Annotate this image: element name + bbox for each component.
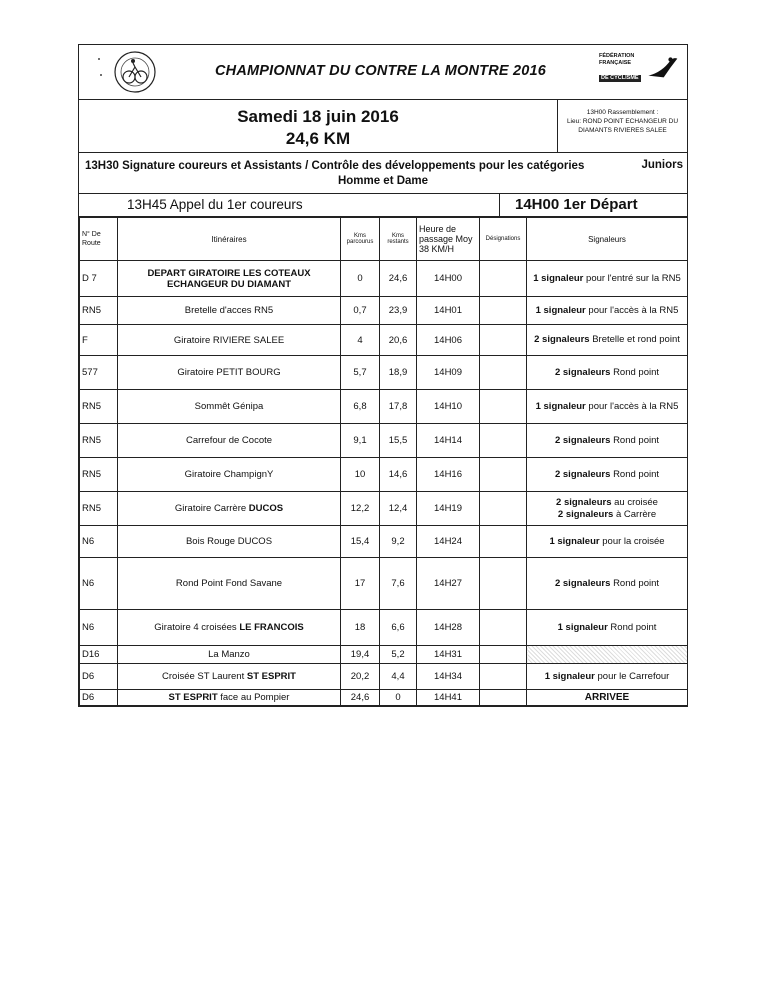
kms-parcourus-cell: 0,7 xyxy=(341,297,380,325)
table-row xyxy=(80,526,688,558)
signaleurs-count: 2 signaleurs xyxy=(554,366,611,378)
itinerary-cell: Carrefour de Cocote xyxy=(118,424,341,458)
signaleurs-detail: pour l'accès à la RN5 xyxy=(588,304,679,316)
table-row xyxy=(80,261,688,297)
signaleurs-detail: au croisée xyxy=(614,496,658,508)
signaleurs-count: 1 signaleur xyxy=(535,400,586,412)
itinerary-cell: La Manzo xyxy=(118,646,341,664)
signaleurs-cell xyxy=(527,492,688,526)
route-cell: D6 xyxy=(80,690,118,706)
signaleurs-cell xyxy=(527,458,688,492)
heure-cell: 14H00 xyxy=(417,261,480,297)
kms-restants-cell: 17,8 xyxy=(380,390,417,424)
kms-parcourus-cell: 12,2 xyxy=(341,492,380,526)
route-cell: N6 xyxy=(80,526,118,558)
signaleurs-detail: Rond point xyxy=(613,577,660,589)
signaleurs-detail: pour l'accès à la RN5 xyxy=(588,400,679,412)
table-row xyxy=(80,424,688,458)
heure-cell: 14H27 xyxy=(417,558,480,610)
itinerary-cell: Bois Rouge DUCOS xyxy=(118,526,341,558)
designation-cell xyxy=(480,610,527,646)
signature-subtext: Homme et Dame xyxy=(337,175,429,187)
col-kms-restants: Kms restants xyxy=(380,218,417,261)
designation-cell xyxy=(480,297,527,325)
rassemblement-place: Lieu: ROND POINT ECHANGEUR DU xyxy=(566,118,679,125)
kms-restants-cell: 20,6 xyxy=(380,325,417,356)
cyclist-swoosh-icon xyxy=(645,53,679,83)
heure-cell: 14H06 xyxy=(417,325,480,356)
rassemblement-info xyxy=(557,100,687,152)
event-distance: 24,6 KM xyxy=(285,129,351,148)
signaleurs-count: 1 signaleur xyxy=(533,272,584,284)
signaleurs-count: 2 signaleurs xyxy=(554,468,611,480)
kms-parcourus-cell: 0 xyxy=(341,261,380,297)
kms-restants-cell: 0 xyxy=(380,690,417,706)
kms-parcourus-cell: 5,7 xyxy=(341,356,380,390)
heure-cell: 14H24 xyxy=(417,526,480,558)
kms-parcourus-cell: 24,6 xyxy=(341,690,380,706)
route-cell: D6 xyxy=(80,664,118,690)
designation-cell xyxy=(480,424,527,458)
designation-cell xyxy=(480,690,527,706)
signature-section xyxy=(79,153,687,194)
itinerary-cell: Sommêt Génipa xyxy=(118,390,341,424)
signaleurs-cell xyxy=(527,261,688,297)
route-cell: RN5 xyxy=(80,390,118,424)
table-row xyxy=(80,558,688,610)
federation-logo-line: FRANÇAISE xyxy=(599,59,632,66)
kms-restants-cell: 12,4 xyxy=(380,492,417,526)
itinerary-cell: Giratoire PETIT BOURG xyxy=(118,356,341,390)
col-itineraires: Itinéraires xyxy=(118,218,341,261)
signaleurs-count: 2 signaleurs xyxy=(557,508,614,520)
itinerary-cell: Giratoire 4 croisées LE FRANCOIS xyxy=(118,610,341,646)
designation-cell xyxy=(480,261,527,297)
heure-cell: 14H31 xyxy=(417,646,480,664)
itinerary-cell: DEPART GIRATOIRE LES COTEAUX ECHANGEUR DU DIAMANT xyxy=(118,261,341,297)
document-sheet xyxy=(78,44,688,707)
signaleurs-count: 2 signaleurs xyxy=(556,496,612,508)
route-cell: F xyxy=(80,325,118,356)
signaleurs-cell xyxy=(527,526,688,558)
signaleurs-cell xyxy=(527,297,688,325)
table-row xyxy=(80,646,688,664)
start-section xyxy=(79,194,687,217)
heure-cell: 14H09 xyxy=(417,356,480,390)
category-juniors: Juniors xyxy=(641,159,683,171)
route-cell: D16 xyxy=(80,646,118,664)
route-cell: D 7 xyxy=(80,261,118,297)
kms-restants-cell: 15,5 xyxy=(380,424,417,458)
table-row xyxy=(80,610,688,646)
page-title: CHAMPIONNAT DU CONTRE LA MONTRE 2016 xyxy=(215,63,547,79)
signaleurs-count: 2 signaleurs xyxy=(554,577,611,589)
heure-cell: 14H10 xyxy=(417,390,480,424)
signaleurs-cell xyxy=(527,610,688,646)
federation-logo-line: FÉDÉRATION xyxy=(599,53,635,59)
table-row xyxy=(80,690,688,706)
itinerary-cell: Croisée ST Laurent ST ESPRIT xyxy=(118,664,341,690)
signaleurs-detail: à Carrère xyxy=(615,508,657,520)
signaleurs-cell xyxy=(527,390,688,424)
route-cell: RN5 xyxy=(80,458,118,492)
signaleurs-cell xyxy=(527,558,688,610)
col-route: N° De Route xyxy=(80,218,118,261)
designation-cell xyxy=(480,526,527,558)
designation-cell xyxy=(480,664,527,690)
kms-parcourus-cell: 19,4 xyxy=(341,646,380,664)
divider xyxy=(499,194,500,216)
signaleurs-cell xyxy=(527,646,688,664)
kms-parcourus-cell: 9,1 xyxy=(341,424,380,458)
designation-cell xyxy=(480,356,527,390)
kms-parcourus-cell: 20,2 xyxy=(341,664,380,690)
heure-cell: 14H41 xyxy=(417,690,480,706)
signaleurs-cell xyxy=(527,356,688,390)
route-cell: N6 xyxy=(80,610,118,646)
premier-depart: 14H00 1er Départ xyxy=(515,196,638,213)
route-cell: RN5 xyxy=(80,297,118,325)
kms-restants-cell: 7,6 xyxy=(380,558,417,610)
table-row xyxy=(80,356,688,390)
kms-parcourus-cell: 10 xyxy=(341,458,380,492)
col-signaleurs: Signaleurs xyxy=(527,218,688,261)
event-date: Samedi 18 juin 2016 xyxy=(237,107,399,126)
signaleurs-cell xyxy=(527,325,688,356)
itinerary-cell: Giratoire RIVIERE SALEE xyxy=(118,325,341,356)
kms-restants-cell: 6,6 xyxy=(380,610,417,646)
kms-restants-cell: 5,2 xyxy=(380,646,417,664)
appel-coureurs: 13H45 Appel du 1er coureurs xyxy=(127,197,303,212)
event-date-box xyxy=(79,100,557,152)
table-header-row xyxy=(80,218,688,261)
heure-cell: 14H01 xyxy=(417,297,480,325)
signaleurs-count: 1 signaleur xyxy=(535,304,586,316)
signaleurs-detail: pour l'entré sur la RN5 xyxy=(586,272,681,284)
heure-cell: 14H34 xyxy=(417,664,480,690)
designation-cell xyxy=(480,390,527,424)
rassemblement-place-cont: DIAMANTS RIVIERES SALEE xyxy=(578,127,667,134)
club-logo-icon xyxy=(87,49,167,95)
signaleurs-detail: pour la croisée xyxy=(602,535,665,547)
federation-logo-line: DE CYCLISME xyxy=(601,75,639,81)
heure-cell: 14H16 xyxy=(417,458,480,492)
kms-restants-cell: 4,4 xyxy=(380,664,417,690)
route-cell: N6 xyxy=(80,558,118,610)
table-row xyxy=(80,492,688,526)
heure-cell: 14H28 xyxy=(417,610,480,646)
itinerary-cell: ST ESPRIT face au Pompier xyxy=(118,690,341,706)
arrivee-cell: ARRIVEE xyxy=(527,690,688,706)
signaleurs-count: 2 signaleurs xyxy=(534,334,590,345)
route-cell: 577 xyxy=(80,356,118,390)
signaleurs-detail: Rond point xyxy=(610,621,657,633)
date-section xyxy=(79,100,687,153)
kms-parcourus-cell: 15,4 xyxy=(341,526,380,558)
signaleurs-cell xyxy=(527,664,688,690)
col-kms-parcourus: Kms parcourus xyxy=(341,218,380,261)
signaleurs-detail: Rond point xyxy=(613,468,660,480)
kms-restants-cell: 18,9 xyxy=(380,356,417,390)
table-row xyxy=(80,458,688,492)
route-cell: RN5 xyxy=(80,424,118,458)
designation-cell xyxy=(480,458,527,492)
itinerary-table xyxy=(79,217,688,706)
col-designations: Désignations xyxy=(480,218,527,261)
itinerary-cell: Giratoire Carrère DUCOS xyxy=(118,492,341,526)
itinerary-cell: Rond Point Fond Savane xyxy=(118,558,341,610)
designation-cell xyxy=(480,492,527,526)
route-cell: RN5 xyxy=(80,492,118,526)
signaleurs-detail: Rond point xyxy=(613,366,660,378)
table-row xyxy=(80,390,688,424)
kms-restants-cell: 24,6 xyxy=(380,261,417,297)
signaleurs-detail: pour le Carrefour xyxy=(597,670,670,682)
kms-restants-cell: 14,6 xyxy=(380,458,417,492)
signature-text: 13H30 Signature coureurs et Assistants / Contrôle des développements pour les catégories xyxy=(85,160,585,172)
signaleurs-count: 1 signaleur xyxy=(557,621,608,633)
itinerary-cell: Giratoire ChampignY xyxy=(118,458,341,492)
designation-cell xyxy=(480,325,527,356)
signaleurs-detail: Rond point xyxy=(613,434,660,446)
signaleurs-count: 2 signaleurs xyxy=(554,434,611,446)
federation-logo xyxy=(599,53,679,91)
kms-restants-cell: 9,2 xyxy=(380,526,417,558)
signaleurs-detail: Bretelle et rond point xyxy=(592,334,680,345)
kms-parcourus-cell: 17 xyxy=(341,558,380,610)
table-row xyxy=(80,325,688,356)
signaleurs-cell xyxy=(527,424,688,458)
signaleurs-count: 1 signaleur xyxy=(549,535,600,547)
kms-parcourus-cell: 6,8 xyxy=(341,390,380,424)
itinerary-cell: Bretelle d'acces RN5 xyxy=(118,297,341,325)
col-heure: Heure de passage Moy 38 KM/H xyxy=(417,218,480,261)
header xyxy=(79,45,687,100)
designation-cell xyxy=(480,558,527,610)
table-row xyxy=(80,664,688,690)
heure-cell: 14H14 xyxy=(417,424,480,458)
kms-parcourus-cell: 4 xyxy=(341,325,380,356)
rassemblement-time: 13H00 Rassemblement : xyxy=(586,109,659,116)
table-row xyxy=(80,297,688,325)
kms-parcourus-cell: 18 xyxy=(341,610,380,646)
designation-cell xyxy=(480,646,527,664)
kms-restants-cell: 23,9 xyxy=(380,297,417,325)
heure-cell: 14H19 xyxy=(417,492,480,526)
signaleurs-count: 1 signaleur xyxy=(544,670,595,682)
